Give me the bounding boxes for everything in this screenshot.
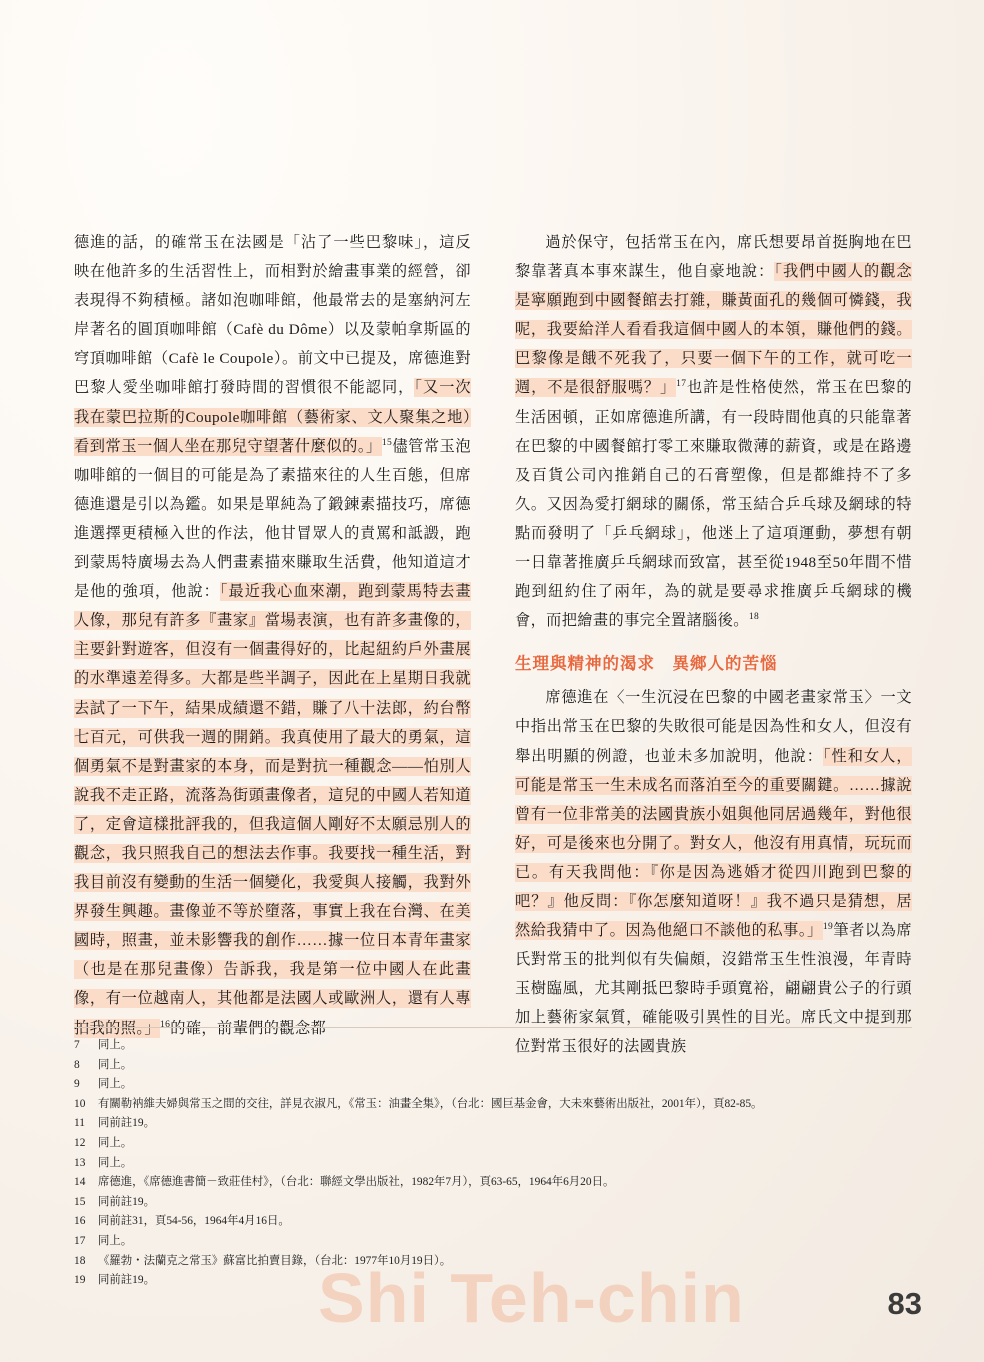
- footnote-text: 《羅勃・法蘭克之常玉》蘇富比拍賣目錄，（台北：1977年10月19日）。: [98, 1254, 452, 1267]
- footnote-item: [74, 1134, 934, 1154]
- footnote-number: 17: [74, 1234, 86, 1247]
- body-text: 德進的話，的確常玉在法國是「沾了一些巴黎味」，這反映在他許多的生活習性上，而相對於繪畫事業的經營，卻表現得不夠積極。諸如泡咖啡館，他最常去的是塞納河左岸著名的圓頂咖啡館（Cafè du Dôme）以及蒙帕拿斯區的穹頂咖啡館（Cafè le Coupole）。前文中已提及，席德進對巴黎人愛坐咖啡館打發時間的習慣很不能認同，: [74, 234, 471, 397]
- footnote-text: 同上。: [98, 1078, 133, 1091]
- page-number: 83: [887, 1286, 922, 1321]
- right-column: [515, 228, 912, 1062]
- footnote-ref: 15: [381, 437, 393, 448]
- footnote-number: 11: [74, 1117, 85, 1130]
- footnote-number: 19: [74, 1274, 86, 1287]
- body-text: 過於保守，包括常玉在內，席氏想要昂首挺胸地在巴黎靠著真本事來謀生，他自豪地說：: [515, 234, 912, 281]
- footnote-number: 14: [74, 1176, 86, 1189]
- footnote-text: 同上。: [98, 1058, 133, 1071]
- footnote-ref: 16: [159, 1019, 171, 1030]
- footnote-item: [74, 1056, 934, 1076]
- footnote-text: 同前註31，頁54-56，1964年4月16日。: [98, 1215, 290, 1228]
- footnote-text: 同前註19。: [98, 1274, 155, 1287]
- page-watermark: Shi Teh-chin: [318, 1259, 745, 1337]
- body-text: 也許是性格使然，常玉在巴黎的生活困頓，正如席德進所講，有一段時間他真的只能靠著在巴黎的中國餐館打零工來賺取微薄的薪資，或是在路邊及百貨公司內推銷自己的石膏塑像，但是都維持不了多久。又因為愛打網球的關係，常玉結合乒乓球及網球的特點而發明了「乒乓網球」，他迷上了這項運動，夢想有朝一日靠著推廣乒乓網球而致富，甚至從1948至50年間不惜跑到紐約住了兩年，為的就是要尋求推廣乒乓網球的機會，而把繪畫的事完全置諸腦後。: [515, 379, 912, 630]
- footnote-text: 席德進，《席德進書簡－致莊佳村》，（台北：聯經文學出版社，1982年7月），頁63-65，1964年6月20日。: [98, 1176, 615, 1189]
- footnote-number: 8: [74, 1058, 80, 1071]
- highlighted-quote: 「性和女人，可能是常玉一生未成名而落泊至今的重要關鍵。……據說曾有一位非常美的法國貴族小姐與他同居過幾年，對他很好，可是後來也分開了。對女人，他沒有用真情，玩玩而已。有天我問他：『你是因為逃婚才從四川跑到巴黎的吧？』他反問：『你怎麼知道呀！』我不過只是猜想，居然給我猜中了。因為他絕口不談他的私事。」: [515, 747, 912, 940]
- footnote-text: 同上。: [98, 1136, 133, 1149]
- footnote-text: 同上。: [98, 1039, 133, 1051]
- footnote-text: 有關勒衲維夫婦與常玉之間的交往，詳見衣淑凡，《常玉：油畫全集》，（台北：國巨基金會，大未來藝術出版社，2001年），頁82-85。: [98, 1097, 763, 1110]
- footnote-item: [74, 1173, 934, 1193]
- footnote-number: 13: [74, 1156, 86, 1169]
- footnote-item: [74, 1193, 934, 1213]
- footnote-item: [74, 1154, 934, 1174]
- highlighted-quote: 「我們中國人的觀念是寧願跑到中國餐館去打雜，賺黃面孔的幾個可憐錢，我呢，我要給洋人看看我這個中國人的本領，賺他們的錢。巴黎像是餓不死我了，只要一個下午的工作，就可吃一週，不是很舒服嗎？」: [515, 263, 912, 397]
- footnote-number: 12: [74, 1136, 86, 1149]
- body-text: 席德進在〈一生沉浸在巴黎的中國老畫家常玉〉一文中指出常玉在巴黎的失敗很可能是因為性和女人，但沒有舉出明顯的例證，也並未多加說明，他說：: [515, 689, 912, 765]
- body-text: 儘管常玉泡咖啡館的一個目的可能是為了素描來往的人生百態，但席德進還是引以為鑑。如果是單純為了鍛鍊素描技巧，席德進選擇更積極入世的作法，他甘冒眾人的責罵和詆譭，跑到蒙馬特廣場去為人們畫素描來賺取生活費，他知道這才是他的強項，他說：: [74, 437, 471, 601]
- footnote-item: [74, 1232, 934, 1252]
- footnote-text: 同前註19。: [98, 1117, 155, 1130]
- footnote-item: [74, 1036, 934, 1056]
- left-column: [74, 228, 471, 1062]
- footnote-number: 18: [74, 1254, 86, 1267]
- footnote-list: [74, 1036, 934, 1291]
- footnote-number: 15: [74, 1195, 86, 1208]
- highlighted-quote: 「又一次我在蒙巴拉斯的Coupole咖啡館（藝術家、文人聚集之地）看到常玉一個人坐在那兒守望著什麼似的。」: [74, 379, 472, 455]
- section-heading: 生理與精神的渴求 異鄉人的苦惱: [515, 654, 778, 674]
- footnote-number: 10: [74, 1097, 86, 1110]
- footnote-text: 同上。: [98, 1156, 133, 1169]
- footnote-item: [74, 1212, 934, 1232]
- highlighted-quote: 「最近我心血來潮，跑到蒙馬特去畫人像，那兒有許多『畫家』當場表演，也有許多畫像的，主要針對遊客，但沒有一個畫得好的，比起紐約戶外畫展的水準遠差得多。大都是些半調子，因此在上星期日我就去試了一下午，結果成績還不錯，賺了八十法郎，約台幣七百元，可供我一週的開銷。我真使用了最大的勇氣，這個勇氣不是對畫家的本身，而是對抗一種觀念——怕別人說我不走正路，流落為街頭畫像者，這兒的中國人若知道了，定會這樣批評我的，但我這個人剛好不太願忌別人的觀念，我只照我自己的想法去作事。我要找一種生活，對我目前沒有變動的生活一個變化，我愛與人接觸，我對外界發生興趣。畫像並不等於墮落，事實上我在台灣、在美國時，照畫，並未影響我的創作……據一位日本青年畫家（也是在那兒畫像）告訴我，我是第一位中國人在此畫像，有一位越南人，其他都是法國人或歐洲人，還有人專拍我的照。」: [74, 583, 471, 1037]
- paragraph-right-1: [515, 228, 912, 635]
- footnote-number: 7: [74, 1039, 80, 1051]
- footnote-text: 同上。: [98, 1234, 133, 1247]
- footnote-item: [74, 1075, 934, 1095]
- footnote-item: [74, 1114, 934, 1134]
- footnote-ref: 18: [748, 612, 760, 623]
- footnote-text: 同前註19。: [98, 1195, 155, 1208]
- two-column-body: [74, 228, 912, 1062]
- footnote-number: 16: [74, 1215, 86, 1228]
- paragraph-left-1: [74, 228, 471, 1043]
- paragraph-right-2: [515, 683, 912, 1061]
- footnote-ref: 19: [822, 922, 834, 932]
- footnote-ref: 17: [676, 379, 687, 390]
- footnote-item: [74, 1095, 934, 1115]
- footnote-number: 9: [74, 1078, 80, 1091]
- body-text: 筆者以為席氏對常玉的批判似有失偏頗，沒錯常玉生性浪漫，年青時玉樹臨風，尤其剛抵巴黎時手頭寬裕，翩翩貴公子的行頭加上藝術家氣質，確能吸引異性的目光。席氏文中提到那位對常玉很好的法國貴族: [515, 922, 912, 1056]
- body-text: 的確，前輩們的觀念都: [170, 1019, 327, 1037]
- footnote-divider: [74, 1027, 912, 1028]
